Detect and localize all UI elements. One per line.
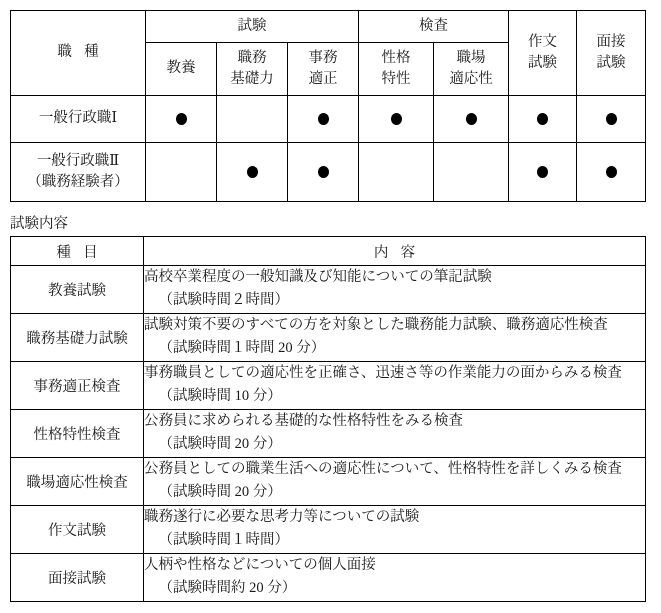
filled-circle-icon	[318, 113, 329, 125]
cell-mensetsu-row2	[577, 143, 646, 202]
filled-circle-icon	[466, 113, 477, 125]
cell-seikaku-tokusei-row2	[359, 143, 434, 202]
column-header-sakubun	[509, 11, 577, 96]
cell-shokuba-tekiosei-row2	[434, 143, 509, 202]
content-line2: （試験時間約 20 分）	[158, 580, 297, 597]
content-line1: 高校卒業程度の一般知識及び知能についての筆記試験	[144, 269, 492, 285]
table-row	[11, 143, 646, 202]
column-header-shokumu-kisoryoku-line1: 職務	[237, 49, 267, 66]
column-header-content: 内容	[144, 237, 646, 266]
kind-seikaku-tokusei-kensa: 性格特性検査	[11, 409, 144, 457]
content-line1: 人柄や性格などについての個人面接	[144, 556, 376, 573]
content-jimu-tekisei-kensa	[144, 361, 646, 409]
row-label-ippan-gyosei-2	[11, 143, 146, 202]
row-label-line2: （職務経験者）	[27, 174, 129, 190]
job-category-header: 職種	[11, 11, 146, 96]
column-header-jimu-tekisei	[288, 43, 359, 96]
column-header-seikaku-tokusei-line1: 性格	[381, 49, 411, 66]
column-header-sakubun-line2: 試験	[528, 55, 557, 71]
content-line2: （試験時間１時間 20 分）	[158, 340, 326, 357]
column-header-shokumu-kisoryoku-line2: 基礎力	[230, 71, 274, 87]
cell-jimu-tekisei-row1	[288, 96, 359, 143]
content-line1: 職務遂行に必要な思考力等についての試験	[144, 508, 420, 525]
cell-shokuba-tekiosei-row1	[434, 96, 509, 143]
filled-circle-icon	[318, 166, 329, 178]
filled-circle-icon	[391, 113, 402, 125]
content-line1: 公務員に求められる基礎的な性格特性をみる検査	[144, 412, 463, 429]
content-line1: 公務員としての職業生活への適応性について、性格特性を詳しくみる検査	[144, 460, 622, 477]
cell-shokumu-kisoryoku-row1	[217, 96, 288, 143]
column-header-jimu-tekisei-line2: 適正	[308, 71, 338, 87]
filled-circle-icon	[606, 166, 617, 178]
exam-content-table	[10, 236, 646, 602]
column-header-sakubun-line1: 作文	[528, 33, 557, 50]
cell-kyoyo-row1	[146, 96, 217, 143]
filled-circle-icon	[176, 113, 187, 125]
content-line2: （試験時間 20 分）	[158, 484, 282, 501]
filled-circle-icon	[606, 113, 617, 125]
column-header-mensetsu	[577, 11, 646, 96]
column-header-mensetsu-line1: 面接	[596, 33, 626, 50]
row-label-ippan-gyosei-1	[11, 96, 146, 143]
kind-jimu-tekisei-kensa: 事務適正検査	[11, 361, 144, 409]
column-header-kind: 種目	[11, 237, 144, 266]
cell-sakubun-row2	[509, 143, 577, 202]
content-line1: 試験対策不要のすべての方を対象とした職務能力試験、職務適応性検査	[144, 316, 608, 333]
table-row	[11, 553, 646, 601]
content-shokumu-kisoryoku-shiken	[144, 313, 646, 361]
column-header-mensetsu-line2: 試験	[596, 55, 626, 71]
filled-circle-icon	[537, 166, 548, 178]
table-row	[11, 96, 646, 143]
table-row	[11, 266, 646, 314]
column-header-shokuba-tekiosei-line1: 職場	[456, 49, 486, 66]
cell-shokumu-kisoryoku-row2	[217, 143, 288, 202]
filled-circle-icon	[247, 166, 258, 178]
job-category-table	[10, 10, 646, 202]
content-line2: （試験時間１時間）	[158, 532, 289, 549]
cell-sakubun-row1	[509, 96, 577, 143]
column-header-seikaku-tokusei-line2: 特性	[381, 71, 411, 87]
content-seikaku-tokusei-kensa	[144, 409, 646, 457]
kind-shokumu-kisoryoku-shiken: 職務基礎力試験	[11, 313, 144, 361]
section-caption: 試験内容	[10, 216, 68, 232]
group-header-kensa: 検査	[359, 11, 509, 43]
table-row	[11, 313, 646, 361]
table-row	[11, 409, 646, 457]
table-header-row	[11, 237, 646, 266]
column-header-jimu-tekisei-line1: 事務	[308, 49, 338, 66]
column-header-shokuba-tekiosei-line2: 適応性	[449, 71, 493, 87]
cell-seikaku-tokusei-row1	[359, 96, 434, 143]
table-header-row-groups	[11, 11, 646, 43]
content-sakubun-shiken	[144, 505, 646, 553]
kind-mensetsu-shiken: 面接試験	[11, 553, 144, 601]
cell-kyoyo-row2	[146, 143, 217, 202]
exam-content-table-wrapper	[10, 236, 646, 602]
row-label-line1: 一般行政職Ⅱ	[36, 152, 120, 169]
column-header-seikaku-tokusei	[359, 43, 434, 96]
kind-sakubun-shiken: 作文試験	[11, 505, 144, 553]
content-line1: 事務職員としての適応性を正確さ、迅速さ等の作業能力の面からみる検査	[144, 364, 622, 381]
kind-shokuba-tekiosei-kensa: 職場適応性検査	[11, 457, 144, 505]
content-line2: （試験時間２時間）	[158, 292, 289, 309]
group-header-shiken: 試験	[146, 11, 359, 43]
content-shokuba-tekiosei-kensa	[144, 457, 646, 505]
row-label-line1: 一般行政職Ⅰ	[38, 110, 118, 127]
column-header-kyoyo	[146, 43, 217, 96]
column-header-shokumu-kisoryoku	[217, 43, 288, 96]
kind-kyoyo-shiken: 教養試験	[11, 266, 144, 314]
content-mensetsu-shiken	[144, 553, 646, 601]
table-row	[11, 505, 646, 553]
content-line2: （試験時間 20 分）	[158, 436, 282, 453]
filled-circle-icon	[537, 113, 548, 125]
content-line2: （試験時間 10 分）	[158, 388, 282, 405]
table-row	[11, 457, 646, 505]
column-header-shokuba-tekiosei	[434, 43, 509, 96]
cell-jimu-tekisei-row2	[288, 143, 359, 202]
table-row	[11, 361, 646, 409]
content-kyoyo-shiken	[144, 266, 646, 314]
column-header-kyoyo-line1: 教養	[166, 60, 196, 77]
cell-mensetsu-row1	[577, 96, 646, 143]
job-category-table-wrapper	[10, 10, 646, 202]
